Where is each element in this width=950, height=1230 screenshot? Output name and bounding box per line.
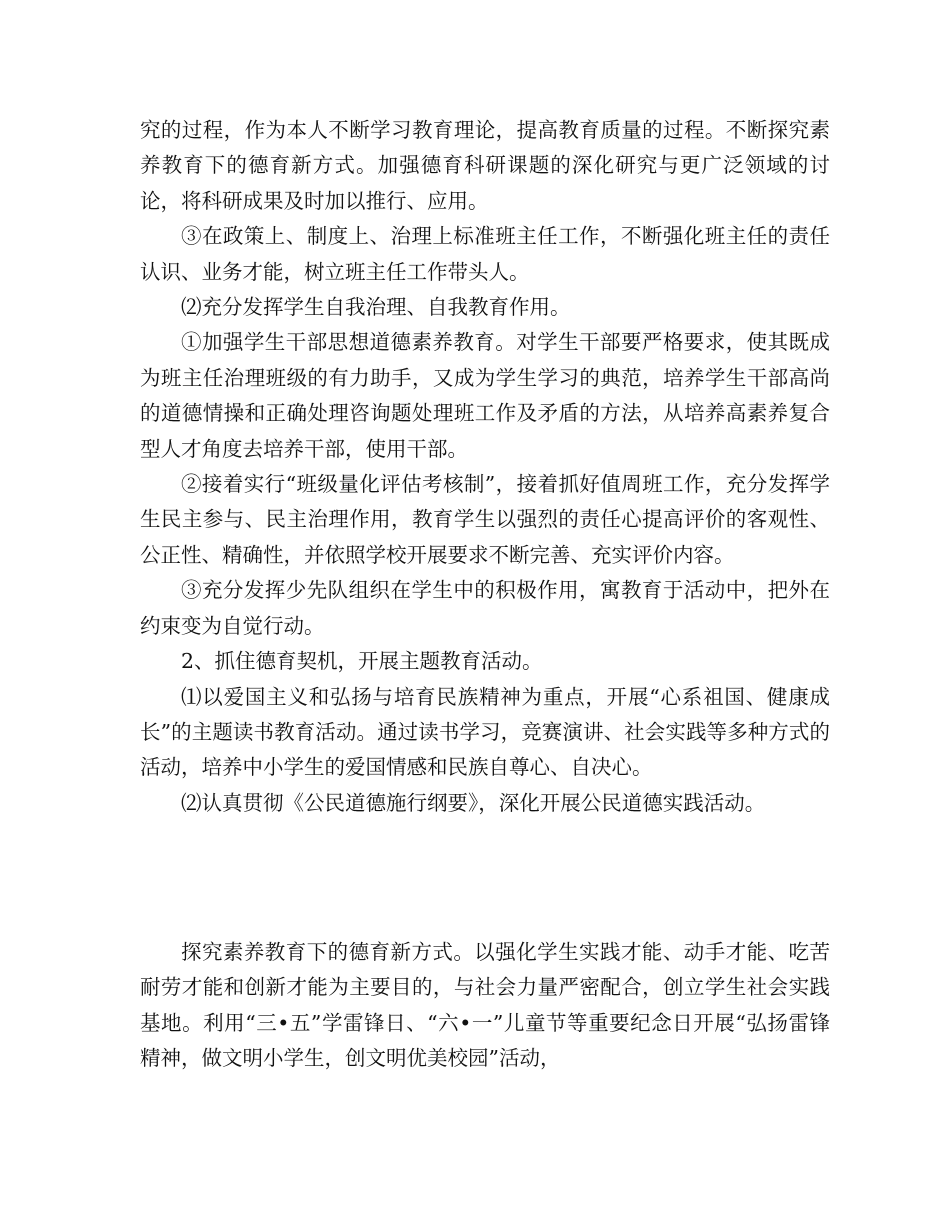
paragraph-item-3-head-teacher: ③在政策上、制度上、治理上标准班主任工作，不断强化班主任的责任认识、业务才能，树立班主任工作带头人。	[140, 224, 830, 284]
paragraph-item-3-young-pioneers: ③充分发挥少先队组织在学生中的积极作用，寓教育于活动中，把外在约束变为自觉行动。	[140, 578, 830, 638]
paragraph-item-1-student-cadres: ①加强学生干部思想道德素养教育。对学生干部要严格要求，使其既成为班主任治理班级的有力助手，又成为学生学习的典范，培养学生干部高尚的道德情操和正确处理咨询题处理班工作及矛盾的方法，从培养高素养复合型人才角度去培养干部，使用干部。	[140, 330, 830, 461]
paragraph-continuation: 究的过程，作为本人不断学习教育理论，提高教育质量的过程。不断探究素养教育下的德育新方式。加强德育科研课题的深化研究与更广泛领域的讨论，将科研成果及时加以推行、应用。	[140, 118, 830, 213]
paragraph-heading-2-theme-education: 2、抓住德育契机，开展主题教育活动。	[181, 649, 543, 674]
paragraph-item-2-class-assessment: ②接着实行“班级量化评估考核制”，接着抓好值周班工作，充分发挥学生民主参与、民主治理作用，教育学生以强烈的责任心提高评价的客观性、公正性、精确性，并依照学校开展要求不断完善、充实评价内容。	[140, 472, 830, 567]
text-section-1	[140, 113, 830, 821]
paragraph-subheading-self-management: ⑵充分发挥学生自我治理、自我教育作用。	[181, 295, 571, 320]
paragraph-subitem-2-civic-morality: ⑵认真贯彻《公民道德施行纲要》，深化开展公民道德实践活动。	[181, 790, 766, 815]
paragraph-practice-base: 探究素养教育下的德育新方式。以强化学生实践才能、动手才能、吃苦耐劳才能和创新才能为主要目的，与社会力量严密配合，创立学生社会实践基地。利用“三•五”学雷锋日、“六•一”儿童节等重要纪念日开展“弘扬雷锋精神，做文明小学生，创文明优美校园”活动，	[140, 940, 830, 1071]
text-section-2	[140, 935, 830, 1077]
paragraph-subitem-1-patriotism: ⑴以爱国主义和弘扬与培育民族精神为重点，开展“心系祖国、健康成长”的主题读书教育活动。通过读书学习，竞赛演讲、社会实践等多种方式的活动，培养中小学生的爱国情感和民族自尊心、自决心。	[140, 684, 830, 780]
